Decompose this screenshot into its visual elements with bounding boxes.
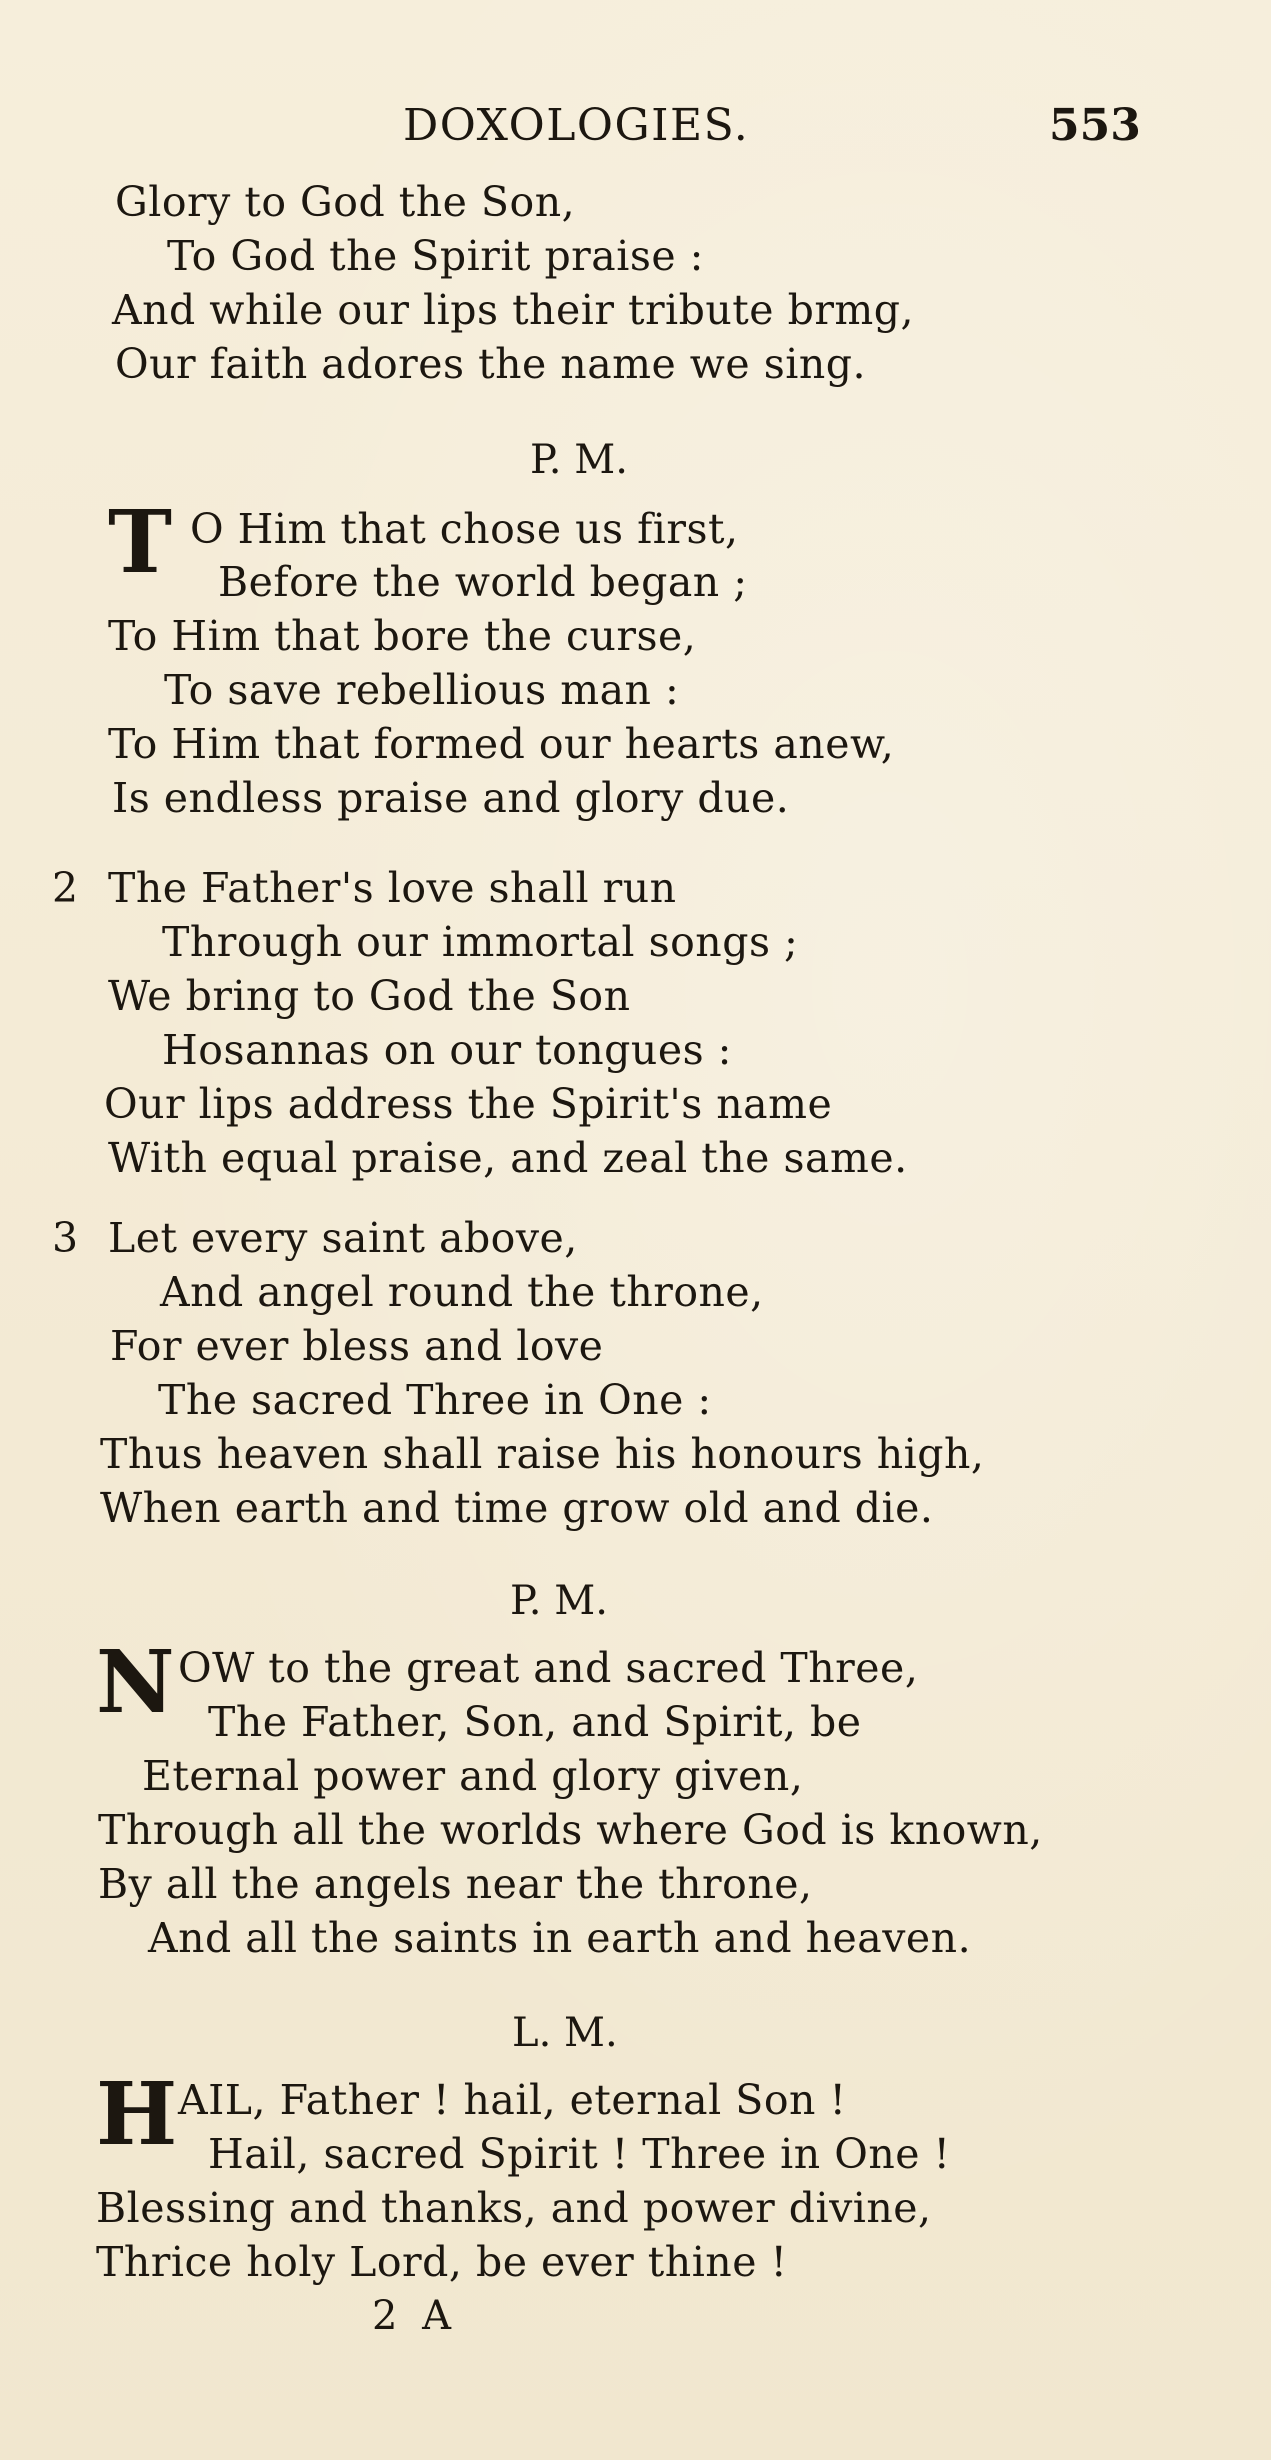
hymn2-line-4: Through all the worlds where God is known, <box>98 1806 1043 1854</box>
verse-number-3: 3 <box>52 1214 79 1262</box>
hymn1-meter: P. M. <box>530 437 628 483</box>
verse3-line-2: And angel round the throne, <box>160 1268 764 1316</box>
hymn2-line-2: The Father, Son, and Spirit, be <box>208 1698 862 1746</box>
hymn1-line-2: Before the world began ; <box>218 558 748 606</box>
hymn2-line-5: By all the angels near the throne, <box>98 1860 813 1908</box>
hymn3-line-3: Blessing and thanks, and power divine, <box>96 2184 932 2232</box>
hymn3-meter: L. M. <box>512 2010 618 2056</box>
verse2-line-4: Hosannas on our tongues : <box>162 1026 732 1074</box>
hymn2-line-6: And all the saints in earth and heaven. <box>148 1914 972 1962</box>
intro-line-1: Glory to God the Son, <box>115 178 576 226</box>
hymn1-line-3: To Him that bore the curse, <box>108 612 697 660</box>
verse-number-2: 2 <box>52 864 79 912</box>
hymn1-line-1: O Him that chose us first, <box>190 505 739 553</box>
hymn1-line-4: To save rebellious man : <box>164 666 680 714</box>
signature-mark: 2 A <box>372 2293 458 2339</box>
hymn2-line-3: Eternal power and glory given, <box>142 1752 804 1800</box>
verse3-line-6: When earth and time grow old and die. <box>100 1484 934 1532</box>
verse2-line-6: With equal praise, and zeal the same. <box>108 1134 908 1182</box>
verse2-line-2: Through our immortal songs ; <box>162 918 799 966</box>
hymn2-line-1: OW to the great and sacred Three, <box>178 1644 919 1692</box>
hymn2-meter: P. M. <box>510 1578 608 1624</box>
hymn3-line-4: Thrice holy Lord, be ever thine ! <box>96 2238 788 2286</box>
intro-line-2: To God the Spirit praise : <box>167 232 704 280</box>
hymn3-line-2: Hail, sacred Spirit ! Three in One ! <box>208 2130 951 2178</box>
verse3-line-5: Thus heaven shall raise his honours high, <box>100 1430 985 1478</box>
hymn1-line-6: Is endless praise and glory due. <box>112 774 790 822</box>
hymn2-dropcap: N <box>96 1632 175 1733</box>
page-number: 553 <box>1049 100 1141 151</box>
verse3-line-4: The sacred Three in One : <box>158 1376 712 1424</box>
verse2-line-3: We bring to God the Son <box>108 972 631 1020</box>
verse3-line-3: For ever bless and love <box>110 1322 604 1370</box>
hymn1-line-5: To Him that formed our hearts anew, <box>108 720 895 768</box>
verse3-line-1: Let every saint above, <box>108 1214 578 1262</box>
intro-line-4: Our faith adores the name we sing. <box>115 340 867 388</box>
intro-line-3: And while our lips their tribute brmg, <box>112 286 915 334</box>
hymn3-dropcap: H <box>96 2064 178 2165</box>
hymn3-line-1: AIL, Father ! hail, eternal Son ! <box>178 2076 847 2124</box>
verse2-line-1: The Father's love shall run <box>108 864 677 912</box>
hymn1-dropcap: T <box>108 492 172 593</box>
running-header-title: DOXOLOGIES. <box>403 100 750 151</box>
verse2-line-5: Our lips address the Spirit's name <box>104 1080 833 1128</box>
